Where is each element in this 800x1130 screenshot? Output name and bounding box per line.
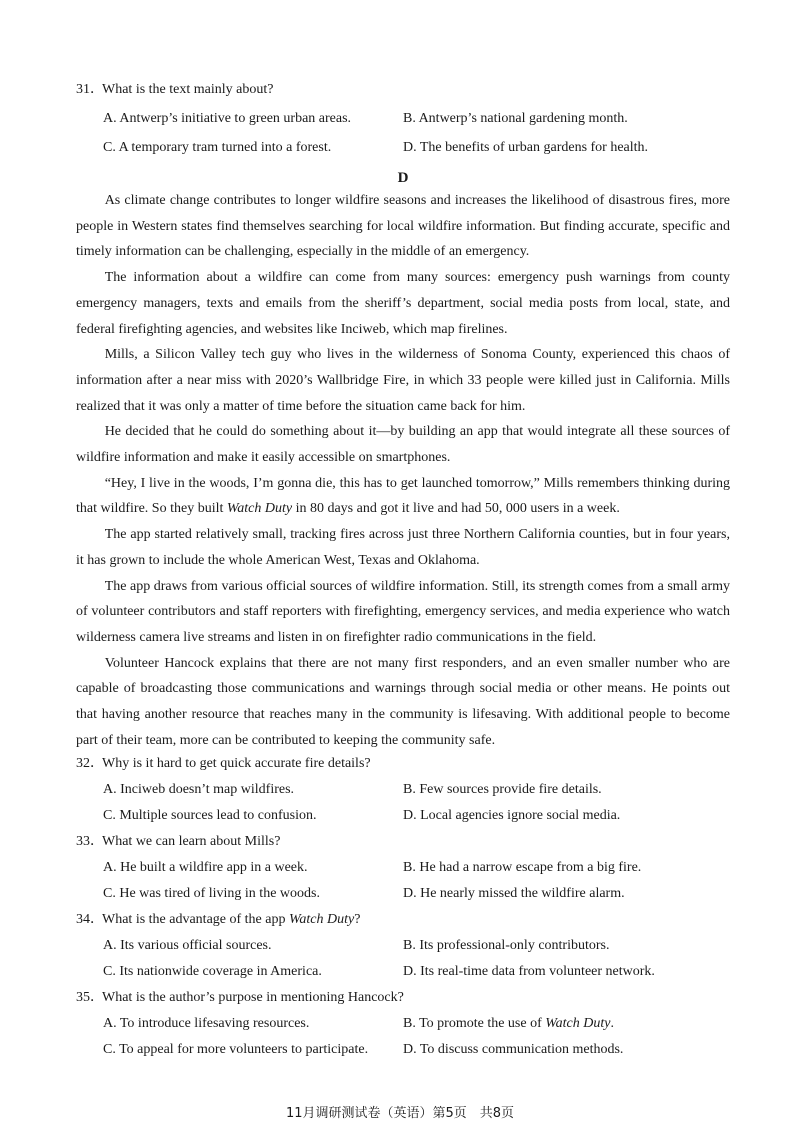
- question-list: [76, 754, 730, 1066]
- question-text: What we can learn about Mills?: [102, 834, 281, 849]
- question-34: [76, 910, 730, 982]
- paragraph-4: He decided that he could do something about it—by building an app that would integrate all these sources of wildfire information and make it easily accessible on smartphones.: [76, 424, 730, 466]
- option-a[interactable]: A. Inciweb doesn’t map wildfires.: [103, 782, 295, 797]
- paragraph-8: Volunteer Hancock explains that there are not many first responders, and an even smaller number who are capable of broadcasting those communications and warnings through social media or other means. He points out that having another resource that reaches many in the community is lifesaving. With additional people to become part of their team, more can be contributed to keeping the community safe.: [76, 655, 730, 748]
- question-32: [76, 754, 730, 826]
- option-a[interactable]: A. To introduce lifesaving resources.: [103, 1016, 310, 1031]
- options: [103, 858, 730, 904]
- question-number: 33．: [76, 834, 104, 849]
- option-d[interactable]: D. Its real-time data from volunteer network.: [403, 964, 655, 979]
- option-d[interactable]: D. The benefits of urban gardens for health.: [403, 140, 649, 155]
- paragraph-1: As climate change contributes to longer wildfire seasons and increases the likelihood of disastrous fires, more people in Western states find themselves searching for local wildfire information. But finding accurate, specific and timely information can be challenging, especially in the middle of an emergency.: [76, 193, 730, 260]
- option-d[interactable]: D. He nearly missed the wildfire alarm.: [403, 886, 625, 901]
- section-title: D: [397, 170, 409, 186]
- option-c[interactable]: C. A temporary tram turned into a forest.: [103, 140, 332, 155]
- reading-passage: [76, 188, 730, 753]
- paragraph-7: The app draws from various official sources of wildfire information. Still, its strength comes from a small army of volunteer contributors and staff reporters with firefighting, emergency services, and media experience who watch wilderness camera live streams and listen in on firefighter radio communications in the field.: [76, 578, 730, 645]
- options: [103, 109, 730, 158]
- question-stem: [76, 80, 730, 100]
- option-a[interactable]: A. Antwerp’s initiative to green urban areas.: [103, 111, 352, 126]
- question-stem: [76, 910, 730, 930]
- option-b[interactable]: B. Antwerp’s national gardening month.: [403, 111, 628, 126]
- question-text: What is the text mainly about?: [102, 82, 274, 97]
- option-d[interactable]: D. Local agencies ignore social media.: [403, 808, 621, 823]
- page-footer: 11月调研测试卷（英语）第5页 共8页: [285, 1106, 515, 1121]
- option-b-part-1: B. To promote the use of: [403, 1016, 546, 1031]
- question-text: Why is it hard to get quick accurate fire details?: [102, 756, 371, 771]
- question-text-part-2: ?: [354, 912, 361, 927]
- option-b[interactable]: B. Its professional-only contributors.: [403, 938, 610, 953]
- question-stem: [76, 988, 730, 1008]
- paragraph-6: The app started relatively small, tracking fires across just three Northern California counties, but in four years, it has grown to include the whole American West, Texas and Oklahoma.: [76, 527, 730, 568]
- option-c[interactable]: C. He was tired of living in the woods.: [103, 886, 320, 901]
- options: [103, 936, 730, 982]
- option-a[interactable]: A. He built a wildfire app in a week.: [103, 860, 308, 875]
- option-b[interactable]: B. He had a narrow escape from a big fire.: [403, 860, 642, 875]
- option-c[interactable]: C. To appeal for more volunteers to participate.: [103, 1042, 369, 1057]
- option-d[interactable]: D. To discuss communication methods.: [403, 1042, 624, 1057]
- options: [103, 1014, 730, 1060]
- question-number: 31．: [76, 82, 104, 97]
- question-33: [76, 832, 730, 904]
- question-text: What is the author’s purpose in mentioning Hancock?: [102, 990, 404, 1005]
- paragraph-5-part-2: in 80 days and got it live and had 50, 000 users in a week.: [292, 501, 620, 517]
- question-31: [76, 80, 730, 158]
- app-name: Watch Duty: [226, 501, 293, 517]
- question-number: 35．: [76, 990, 104, 1005]
- paragraph-2: The information about a wildfire can come from many sources: emergency push warnings from county emergency managers, texts and emails from the sheriff’s department, social media posts from local, state, and federal firefighting agencies, and websites like Inciweb, which map firelines.: [76, 270, 730, 337]
- option-a[interactable]: A. Its various official sources.: [103, 938, 272, 953]
- option-c[interactable]: C. Its nationwide coverage in America.: [103, 964, 322, 979]
- option-b-part-2: .: [610, 1016, 614, 1031]
- question-number: 32．: [76, 756, 104, 771]
- app-name: Watch Duty: [288, 912, 355, 927]
- paragraph-3: Mills, a Silicon Valley tech guy who lives in the wilderness of Sonoma County, experienced this chaos of information after a near miss with 2020’s Wallbridge Fire, in which 33 people were killed just in California. Mills realized that it was only a matter of time before the situation came back for him.: [76, 347, 730, 414]
- option-b[interactable]: [403, 1014, 730, 1034]
- option-b[interactable]: B. Few sources provide fire details.: [403, 782, 602, 797]
- question-number: 34．: [76, 912, 104, 927]
- question-stem: [76, 754, 730, 774]
- app-name: Watch Duty: [545, 1016, 611, 1031]
- question-stem: [76, 832, 730, 852]
- question-35: [76, 988, 730, 1060]
- question-text-part-1: What is the advantage of the app: [102, 912, 289, 927]
- paragraph-5: [76, 471, 730, 522]
- option-c[interactable]: C. Multiple sources lead to confusion.: [103, 808, 317, 823]
- options: [103, 780, 730, 826]
- paragraph-5-part-1: “Hey, I live in the woods, I’m gonna die, this has to get launched tomorrow,” Mills remembers thinking during that wildfire. So they built: [76, 475, 730, 517]
